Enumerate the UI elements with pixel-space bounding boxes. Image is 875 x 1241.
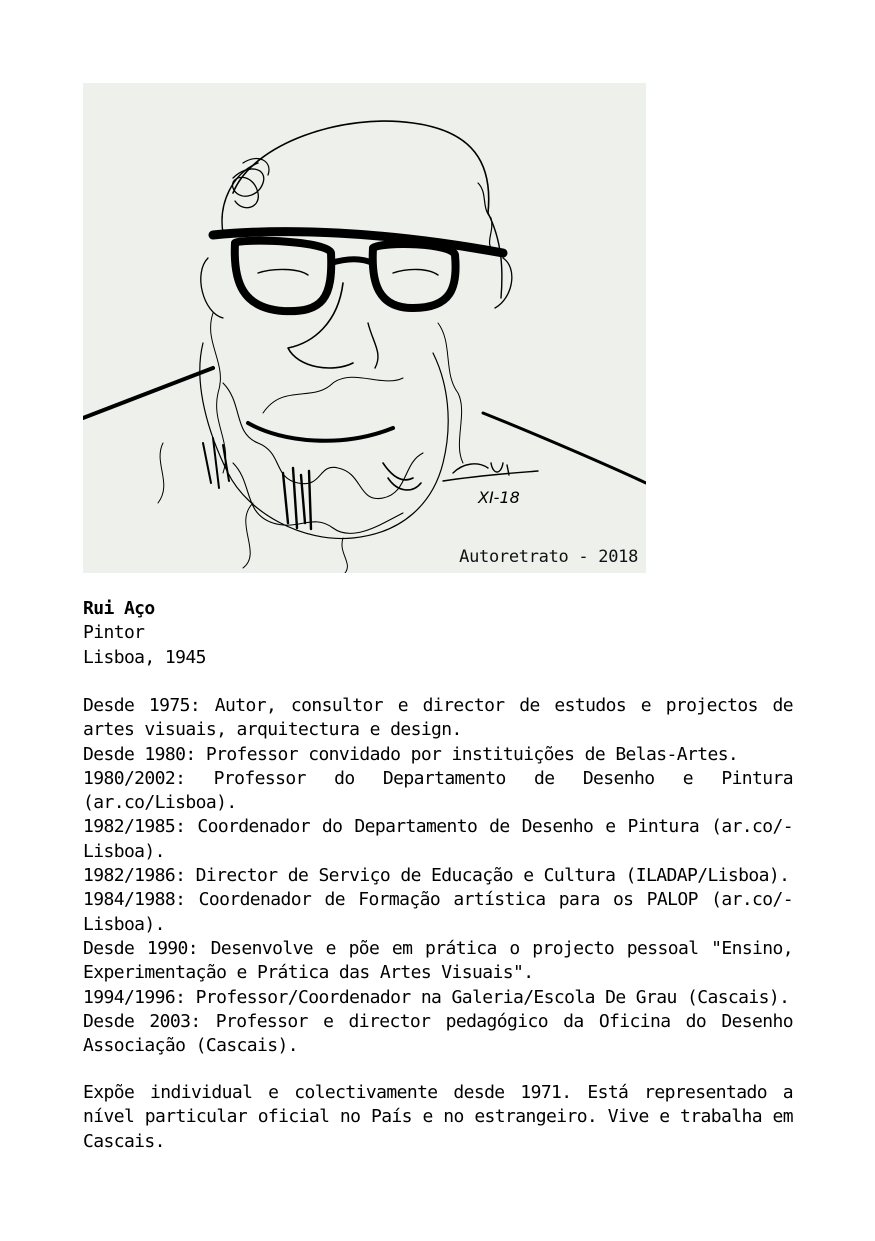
bio-entry: 1980/2002: Professor do Departamento de Desenho e Pintura (ar.co/Lisboa). xyxy=(83,767,793,814)
portrait-date-mark: XI-18 xyxy=(478,488,520,507)
artist-birth: Lisboa, 1945 xyxy=(83,646,206,668)
bio-entry: Desde 1990: Desenvolve e põe em prática o projecto pessoal "Ensino, Experimentação e Prática das Artes Visuais". xyxy=(83,937,793,984)
artist-profession: Pintor xyxy=(83,622,145,644)
artist-name: Rui Aço xyxy=(83,598,155,619)
bio-entry: 1982/1986: Director de Serviço de Educação e Cultura (ILADAP/Lisboa). xyxy=(83,865,790,887)
bio-entry: Desde 1975: Autor, consultor e director de estudos e projectos de artes visuais, arquitectura e design. xyxy=(83,695,793,741)
bio-entry: Desde 1980: Professor convidado por instituições de Belas-Artes. xyxy=(83,743,739,765)
closing-paragraph xyxy=(83,1081,793,1154)
bio-entry: 1982/1985: Coordenador do Departamento de Desenho e Pintura (ar.co/-Lisboa). xyxy=(83,816,793,862)
bio-entry: 1994/1996: Professor/Coordenador na Galeria/Escola De Grau (Cascais). xyxy=(83,986,790,1008)
closing-text: Expõe individual e colectivamente desde 1971. Está representado a nível particular oficial no País e no estrangeiro. Vive e trabalha em Cascais. xyxy=(83,1082,793,1152)
self-portrait-drawing xyxy=(83,83,646,573)
portrait-sketch xyxy=(83,83,646,573)
biography-list xyxy=(83,694,793,1058)
bio-entry: 1984/1988: Coordenador de Formação artística para os PALOP (ar.co/-Lisboa). xyxy=(83,889,793,935)
portrait-caption: Autoretrato - 2018 xyxy=(459,547,638,567)
bio-entry: Desde 2003: Professor e director pedagógico da Oficina do Desenho Associação (Cascais). xyxy=(83,1010,793,1057)
artist-identity xyxy=(83,597,793,670)
